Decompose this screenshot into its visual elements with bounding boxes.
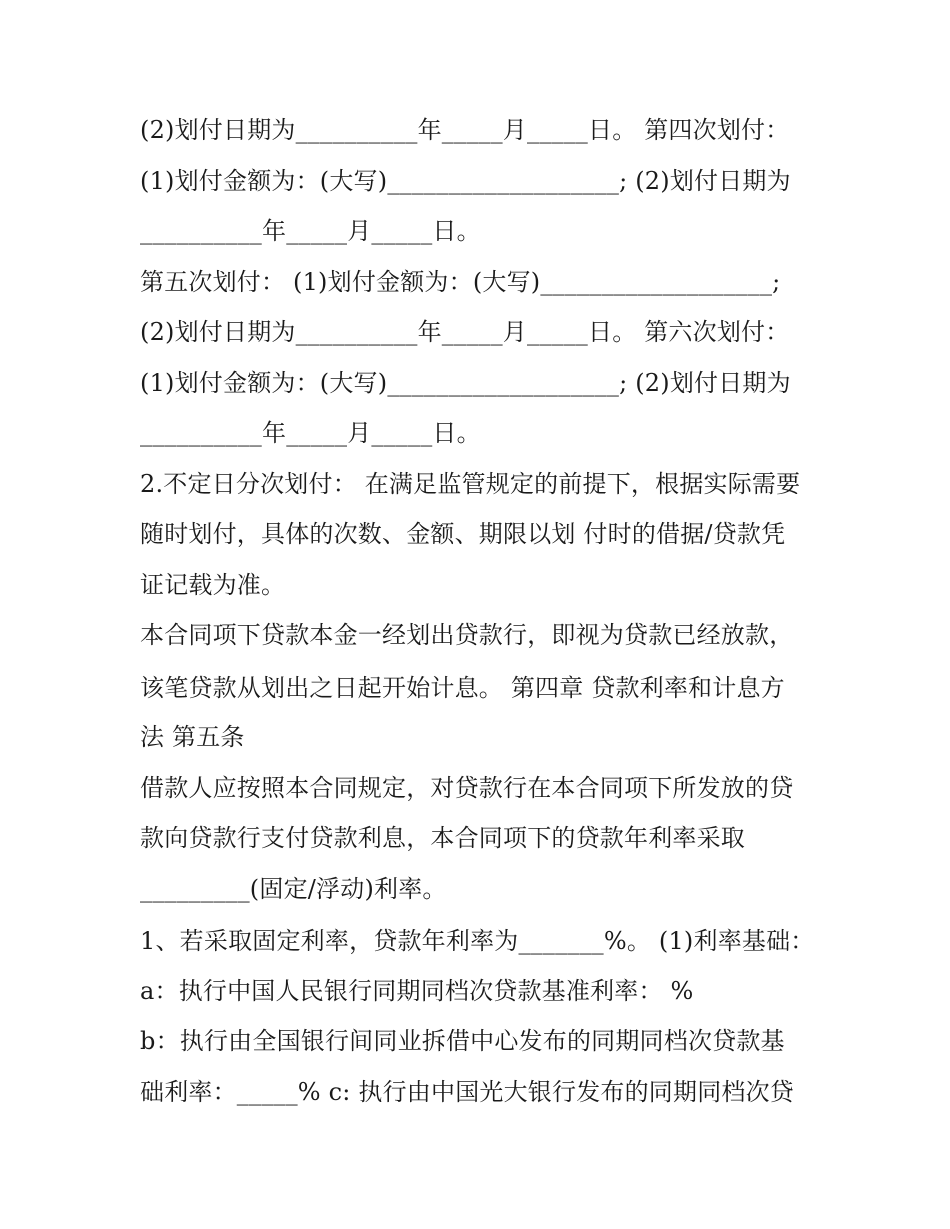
text-line: _________(固定/浮动)利率。 <box>140 875 447 903</box>
text-line: 该笔贷款从划出之日起开始计息。 第四章 贷款利率和计息方 <box>140 674 785 702</box>
text-line: 款向贷款行支付贷款利息，本合同项下的贷款年利率采取 <box>140 824 745 852</box>
text-line: __________年_____月_____日。 <box>140 217 481 245</box>
text-line: (2)划付日期为__________年_____月_____日。 第四次划付： <box>140 116 790 144</box>
text-line: 1、若采取固定利率，贷款年利率为_______%。 (1)利率基础： <box>140 927 815 955</box>
text-line: __________年_____月_____日。 <box>140 419 481 447</box>
text-line: (1)划付金额为：(大写)___________________; (2)划付日期为 <box>140 369 791 397</box>
text-line: a：执行中国人民银行同期同档次贷款基准利率： % <box>140 977 694 1005</box>
text-line: (2)划付日期为__________年_____月_____日。 第六次划付： <box>140 318 790 346</box>
text-line: (1)划付金额为：(大写)___________________; (2)划付日期为 <box>140 167 791 195</box>
text-line: 2.不定日分次划付： 在满足监管规定的前提下，根据实际需要 <box>140 470 801 498</box>
text-line: 证记载为准。 <box>140 571 286 599</box>
text-line: 础利率：_____% c: 执行由中国光大银行发布的同期同档次贷 <box>140 1078 794 1106</box>
text-line: 法 第五条 <box>140 723 245 751</box>
text-line: 借款人应按照本合同规定，对贷款行在本合同项下所发放的贷 <box>140 774 794 802</box>
text-line: 本合同项下贷款本金一经划出贷款行，即视为贷款已经放款， <box>140 621 794 649</box>
text-line: 随时划付，具体的次数、金额、期限以划 付时的借据/贷款凭 <box>140 520 786 548</box>
text-line: 第五次划付： (1)划付金额为：(大写)___________________; <box>140 268 781 296</box>
text-line: b：执行由全国银行间同业拆借中心发布的同期同档次贷款基 <box>140 1027 785 1055</box>
